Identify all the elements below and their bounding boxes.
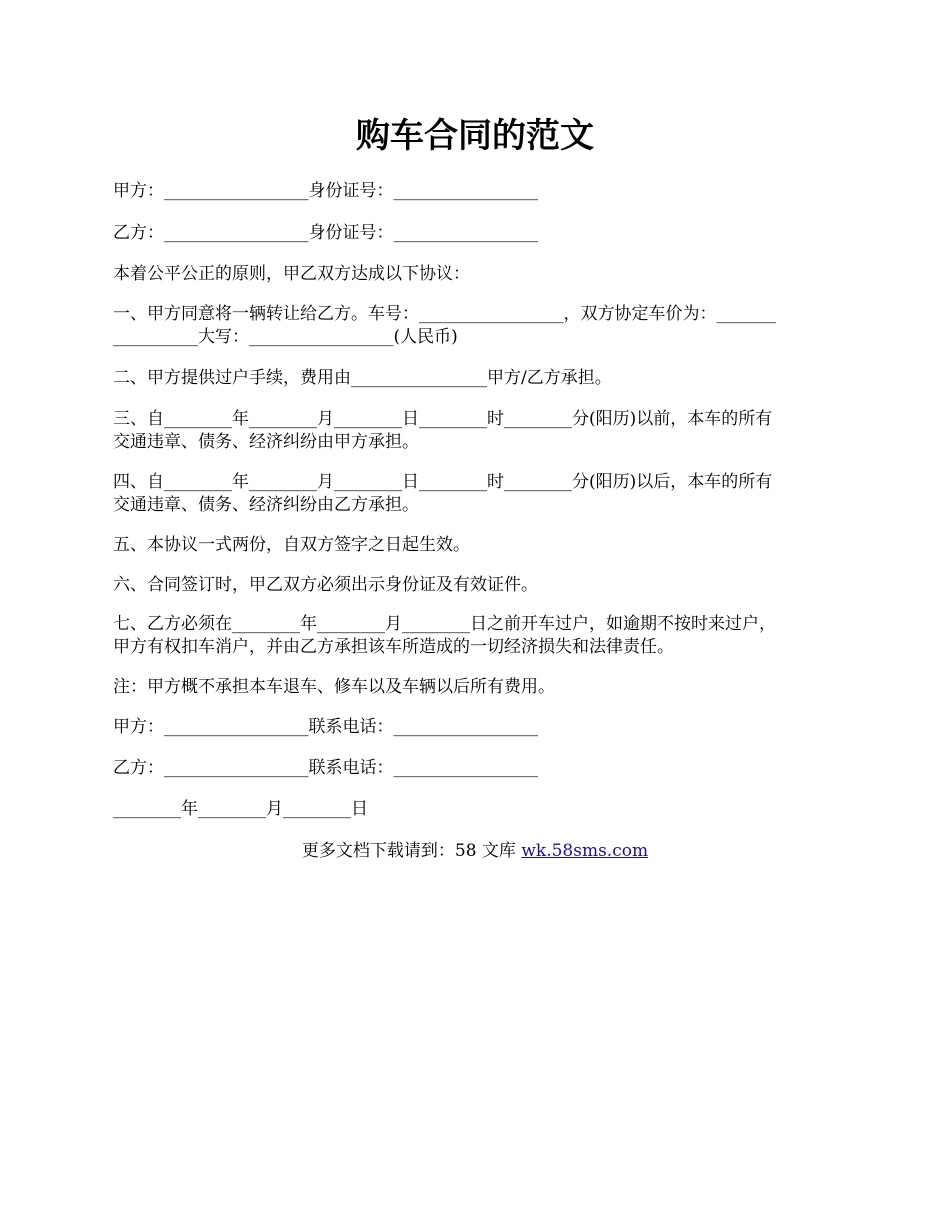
clause-4-line-2: 交通违章、债务、经济纠纷由乙方承担。 [113, 495, 419, 515]
clause-7-line-2: 甲方有权扣车消户，并由乙方承担该车所造成的一切经济损失和法律责任。 [113, 637, 674, 657]
clause-1-line-2: __________大写：_________________(人民币) [113, 327, 458, 347]
party-b-id-line: 乙方：_________________身份证号：_________________ [113, 223, 538, 243]
footer [0, 840, 950, 863]
party-a-phone-line: 甲方：_________________联系电话：_________________ [113, 717, 538, 737]
clause-7 [113, 613, 840, 659]
clause-1-line-1: 一、甲方同意将一辆转让给乙方。车号：_________________，双方协定车价为：_______ [113, 304, 776, 324]
page-title: 购车合同的范文 [356, 116, 594, 156]
clause-7-line-1: 七、乙方必须在________年________月________日之前开车过户，如逾期不按时来过户， [113, 614, 776, 634]
clause-4-line-1: 四、自________年________月________日________时________分(阳历)以后，本车的所有 [113, 472, 773, 492]
preamble: 本着公平公正的原则，甲乙双方达成以下协议： [113, 264, 470, 284]
clause-6: 六、合同签订时，甲乙双方必须出示身份证及有效证件。 [113, 575, 538, 595]
clause-5: 五、本协议一式两份，自双方签字之日起生效。 [113, 535, 470, 555]
clause-1 [113, 303, 840, 349]
clause-3 [113, 408, 840, 454]
footer-link[interactable]: wk.58sms.com [521, 841, 649, 861]
party-b-phone-line: 乙方：_________________联系电话：_________________ [113, 758, 538, 778]
footer-text: 更多文档下载请到：58 文库 [301, 841, 522, 861]
clause-4 [113, 471, 840, 517]
clause-2: 二、甲方提供过户手续，费用由________________甲方/乙方承担。 [113, 368, 612, 388]
clause-3-line-1: 三、自________年________月________日________时________分(阳历)以前，本车的所有 [113, 409, 773, 429]
note: 注：甲方概不承担本车退车、修车以及车辆以后所有费用。 [113, 677, 555, 697]
party-a-id-line: 甲方：_________________身份证号：_________________ [113, 181, 538, 201]
clause-3-line-2: 交通违章、债务、经济纠纷由甲方承担。 [113, 432, 419, 452]
signing-date-line: ________年________月________日 [113, 799, 368, 819]
